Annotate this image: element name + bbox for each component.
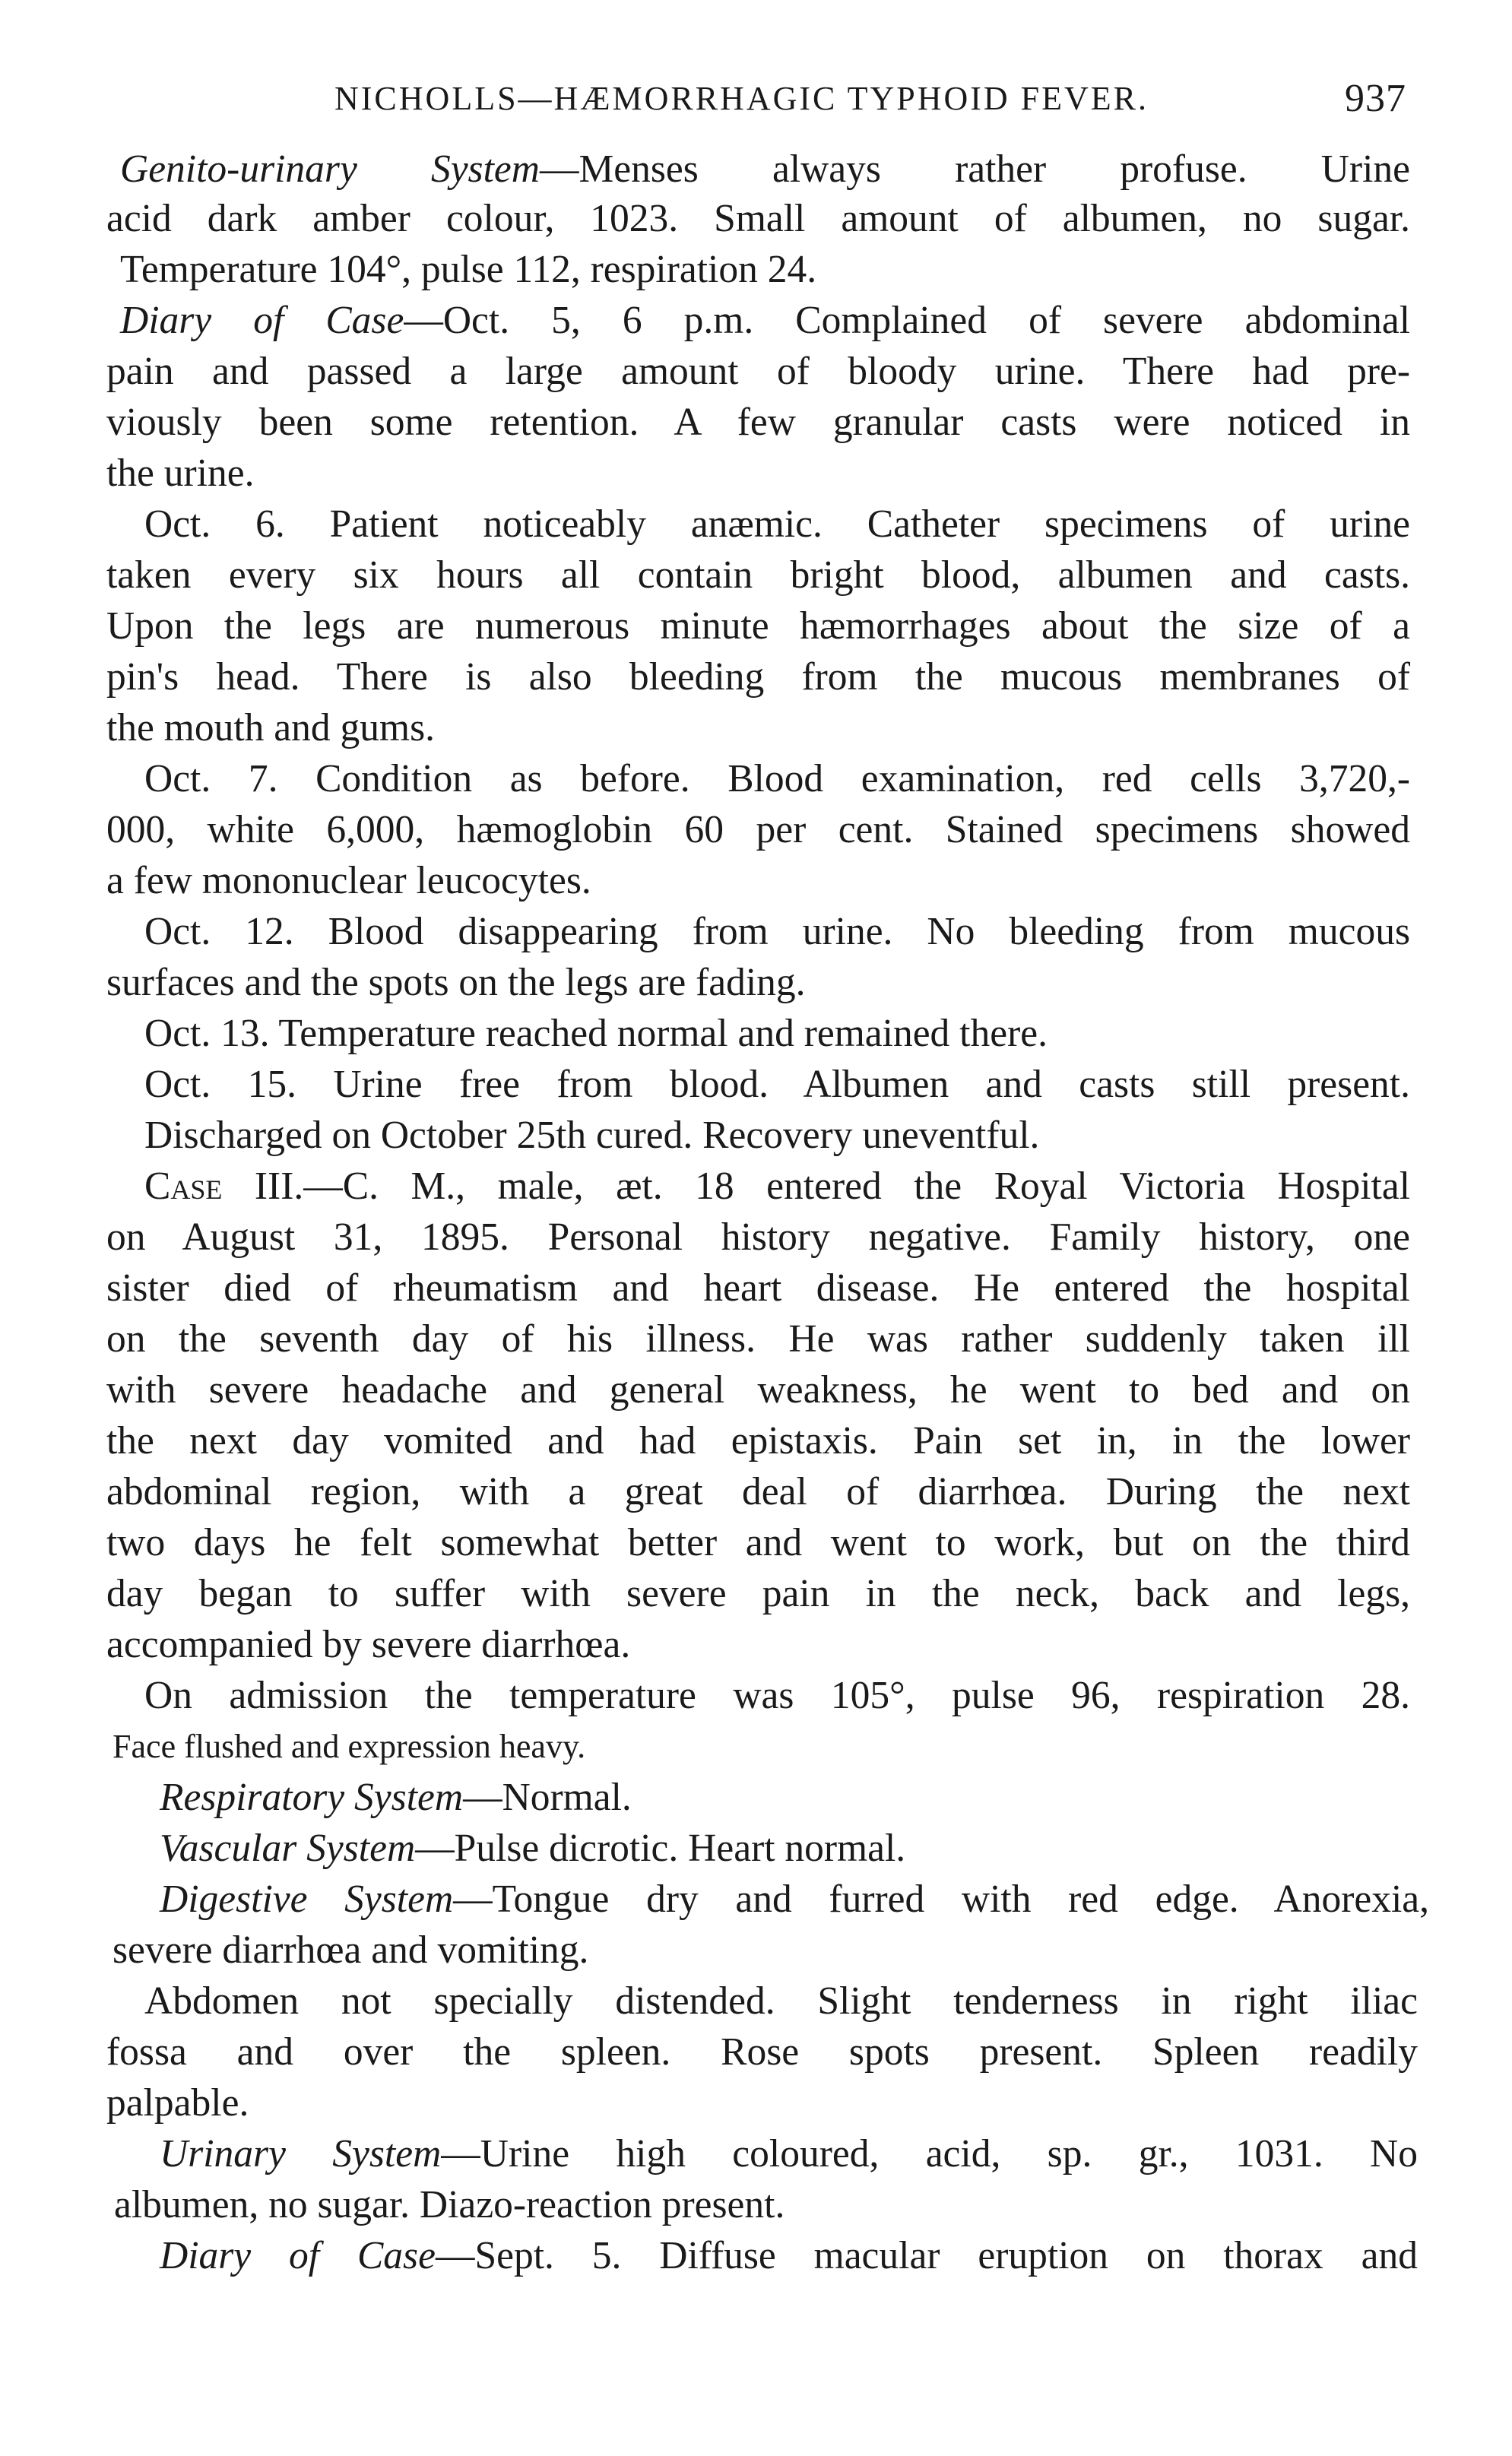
- line-text: —Oct. 5, 6 p.m. Complained of severe abdominal: [404, 299, 1410, 342]
- text-line: [106, 703, 517, 753]
- text-line: [106, 856, 669, 906]
- line-text: surfaces and the spots on the legs are fading.: [106, 961, 806, 1004]
- line-lead: Genito-urinary System: [120, 147, 540, 191]
- text-line: [106, 1416, 1410, 1466]
- line-text: severe diarrhœa and vomiting.: [113, 1928, 589, 1972]
- text-line: [106, 1263, 1410, 1314]
- text-line: [106, 1365, 1410, 1415]
- text-line: [144, 907, 1410, 957]
- line-text: Abdomen not specially distended. Slight tenderness in right iliac: [144, 1979, 1418, 2023]
- text-line: [106, 448, 281, 499]
- line-text: with severe headache and general weakness, he went to bed and on: [106, 1368, 1410, 1412]
- text-line: [106, 601, 1410, 651]
- line-text: —Tongue dry and furred with red edge. Anorexia,: [453, 1878, 1429, 1921]
- line-text: —Pulse dicrotic. Heart normal.: [415, 1827, 906, 1870]
- line-text: the next day vomited and had epistaxis. Pain set in, in the lower: [106, 1419, 1410, 1463]
- line-text: 000, white 6,000, hæmoglobin 60 per cent. Stained specimens showed: [106, 808, 1410, 851]
- line-text: On admission the temperature was 105°, pulse 96, respiration 28.: [144, 1674, 1410, 1717]
- text-line: [106, 1569, 1410, 1619]
- line-text: Oct. 7. Condition as before. Blood examination, red cells 3,720,-: [144, 757, 1410, 800]
- text-line: [106, 652, 1410, 702]
- text-line: [106, 2027, 1418, 2077]
- text-line: [114, 2180, 950, 2230]
- line-text: acid dark amber colour, 1023. Small amount of albumen, no sugar.: [106, 197, 1410, 240]
- line-text: Discharged on October 25th cured. Recovery uneventful.: [144, 1114, 1040, 1157]
- line-text: pain and passed a large amount of bloody urine. There had pre-: [106, 350, 1410, 393]
- line-text: viously been some retention. A few granular casts were noticed in: [106, 401, 1410, 444]
- text-line: [106, 1314, 1410, 1364]
- line-text: —Normal.: [463, 1776, 632, 1819]
- line-lead: Digestive System: [160, 1878, 454, 1921]
- line-text: taken every six hours all contain bright blood, albumen and casts.: [106, 553, 1410, 597]
- line-lead: Respiratory System: [160, 1776, 464, 1819]
- text-line: [144, 1111, 1292, 1161]
- text-line: [106, 1467, 1410, 1517]
- text-line: [160, 2129, 1418, 2179]
- text-line: [106, 194, 1410, 244]
- line-text: Oct. 15. Urine free from blood. Albumen and casts still present.: [144, 1063, 1410, 1106]
- text-line: [144, 754, 1410, 804]
- line-text: fossa and over the spleen. Rose spots present. Spleen readily: [106, 2030, 1418, 2074]
- text-line: [106, 398, 1410, 448]
- line-lead: Case III.: [144, 1165, 304, 1208]
- text-line: [120, 245, 889, 295]
- text-line: [144, 1161, 1410, 1212]
- text-line: [106, 1212, 1410, 1263]
- text-line: [113, 1925, 684, 1976]
- text-line: [106, 1620, 791, 1670]
- text-line: [160, 1824, 1095, 1874]
- line-text: —Menses always rather profuse. Urine: [539, 147, 1411, 191]
- line-text: pin's head. There is also bleeding from the mucous membranes of: [106, 655, 1410, 699]
- line-text: day began to suffer with severe pain in the neck, back and legs,: [106, 1572, 1410, 1615]
- line-text: accompanied by severe diarrhœa.: [106, 1623, 631, 1666]
- text-line: [160, 1874, 1429, 1925]
- line-text: —Urine high coloured, acid, sp. gr., 1031. No: [441, 2132, 1418, 2176]
- text-line: [144, 1009, 1262, 1059]
- text-line: [106, 958, 935, 1008]
- line-text: the urine.: [106, 452, 255, 495]
- page-header: [334, 79, 1406, 132]
- line-text: a few mononuclear leucocytes.: [106, 859, 591, 902]
- line-text: abdominal region, with a great deal of diarrhœa. During the next: [106, 1470, 1410, 1513]
- text-line: [106, 2078, 289, 2128]
- line-text: on the seventh day of his illness. He was rather suddenly taken ill: [106, 1317, 1410, 1361]
- line-lead: Vascular System: [160, 1827, 416, 1870]
- line-text: Upon the legs are numerous minute hæmorrhages about the size of a: [106, 604, 1410, 648]
- running-title: NICHOLLS—HÆMORRHAGIC TYPHOID FEVER.: [334, 80, 1149, 117]
- page-number: 937: [1345, 77, 1406, 120]
- line-text: Face flushed and expression heavy.: [113, 1728, 586, 1765]
- line-text: the mouth and gums.: [106, 706, 435, 749]
- line-lead: Diary of Case: [120, 299, 404, 342]
- text-line: [120, 296, 1410, 346]
- line-text: Temperature 104°, pulse 112, respiration 24.: [120, 248, 817, 291]
- line-text: on August 31, 1895. Personal history negative. Family history, one: [106, 1215, 1410, 1259]
- line-text: albumen, no sugar. Diazo-reaction present.: [114, 2183, 785, 2226]
- text-line: [144, 1060, 1410, 1110]
- line-text: palpable.: [106, 2081, 249, 2125]
- text-line: [106, 805, 1410, 855]
- line-text: —Sept. 5. Diffuse macular eruption on thorax and: [435, 2234, 1418, 2277]
- text-line: [120, 144, 1410, 195]
- text-line: [106, 1518, 1410, 1568]
- text-line: [113, 1722, 585, 1772]
- text-line: [160, 1773, 730, 1823]
- text-line: [160, 2231, 1418, 2281]
- line-lead: Diary of Case: [160, 2234, 436, 2277]
- text-line: [144, 499, 1410, 550]
- text-line: [106, 550, 1410, 601]
- text-line: [144, 1976, 1418, 2027]
- line-text: Oct. 12. Blood disappearing from urine. No bleeding from mucous: [144, 910, 1410, 953]
- text-line: [106, 347, 1410, 397]
- text-line: [144, 1671, 1410, 1721]
- line-text: —C. M., male, æt. 18 entered the Royal Victoria Hospital: [303, 1165, 1411, 1208]
- line-text: Oct. 6. Patient noticeably anæmic. Catheter specimens of urine: [144, 502, 1410, 546]
- line-text: two days he felt somewhat better and went to work, but on the third: [106, 1521, 1410, 1564]
- line-text: Oct. 13. Temperature reached normal and remained there.: [144, 1012, 1048, 1055]
- line-text: sister died of rheumatism and heart disease. He entered the hospital: [106, 1266, 1410, 1310]
- line-lead: Urinary System: [160, 2132, 442, 2176]
